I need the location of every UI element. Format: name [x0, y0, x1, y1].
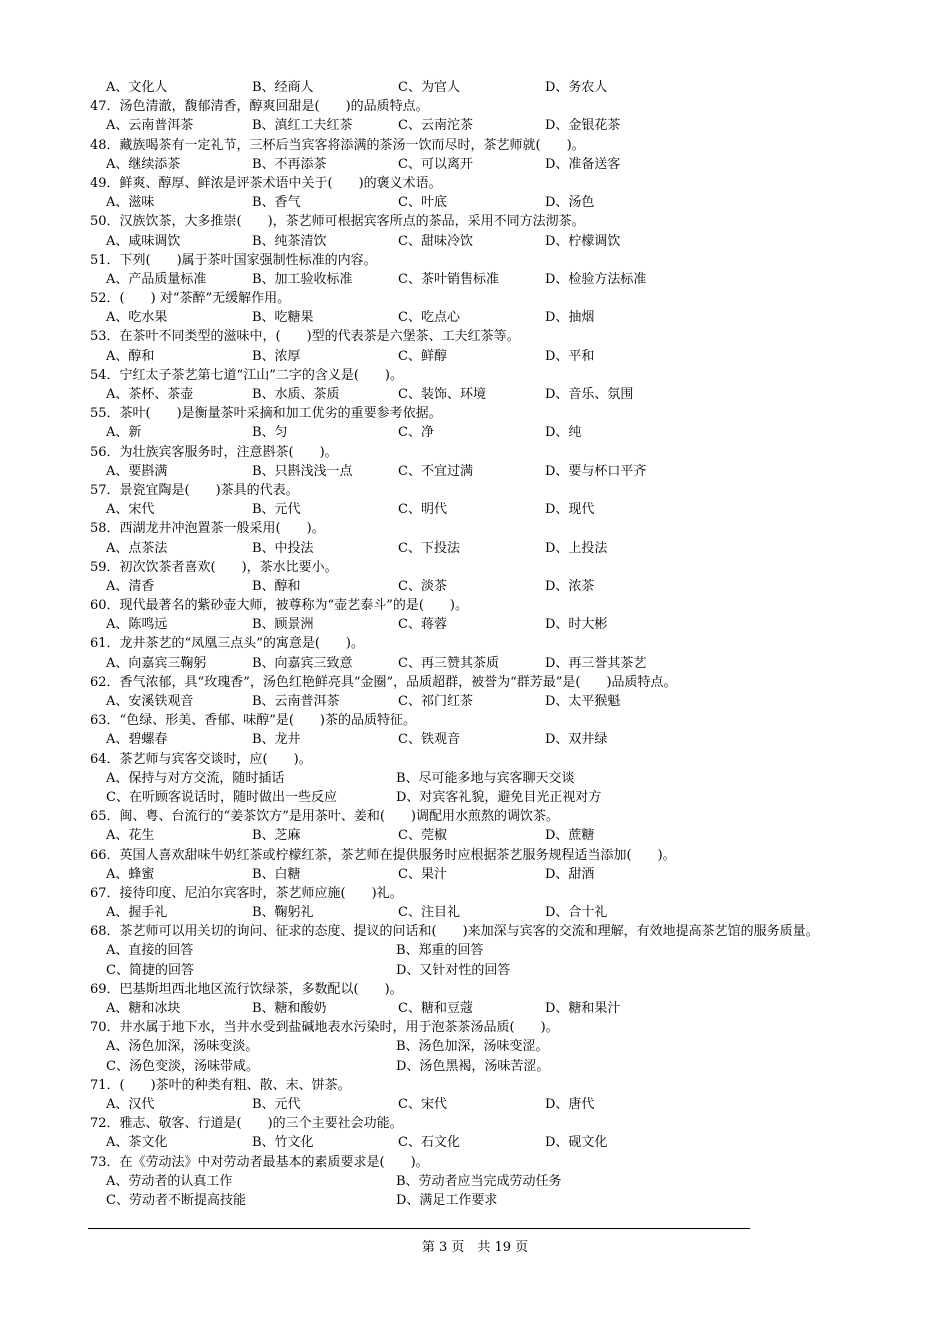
option-a: A、保持与对方交流，随时插话	[106, 770, 285, 786]
option-b: B、加工验收标准	[252, 271, 353, 287]
option-d: D、上投法	[545, 540, 608, 556]
option-d: D、蔗糖	[545, 828, 595, 844]
option-a: A、直接的回答	[106, 943, 194, 959]
option-c: C、在听顾客说话时，随时做出一些反应	[106, 789, 337, 805]
option-row	[90, 730, 870, 749]
question-text: 69．巴基斯坦西北地区流行饮绿茶，多数配以( )。	[90, 981, 403, 997]
option-b: B、醇和	[252, 578, 301, 594]
option-a: A、糖和冰块	[106, 1001, 181, 1017]
question-text: 73．在《劳动法》中对劳动者最基本的素质要求是( )。	[90, 1154, 429, 1170]
option-c: C、注目礼	[398, 905, 460, 921]
question-text: 53．在茶叶不同类型的滋味中，( )型的代表茶是六堡茶、工夫红茶等。	[90, 329, 520, 345]
option-b: B、不再添茶	[252, 156, 327, 172]
option-d: D、合十礼	[545, 905, 608, 921]
option-c: C、淡茶	[398, 578, 447, 594]
option-c: C、甜味冷饮	[398, 233, 473, 249]
option-d: D、甜酒	[545, 866, 595, 882]
option-a: A、吃水果	[106, 310, 168, 326]
question-text: 68．茶艺师可以用关切的询问、征求的态度、提议的问话和( )来加深与宾客的交流和理解，有效地提高茶艺馆的服务质量。	[90, 924, 819, 940]
option-row	[90, 232, 870, 251]
option-b: B、云南普洱茶	[252, 694, 340, 709]
option-row	[90, 462, 870, 481]
option-a: A、文化人	[106, 80, 168, 95]
option-b: B、劳动者应当完成劳动任务	[396, 1173, 562, 1189]
question-text: 49．鲜爽、醇厚、鲜浓是评茶术语中关于( )的褒义术语。	[90, 175, 442, 191]
option-a: A、茶文化	[106, 1135, 168, 1151]
option-c: C、莞椒	[398, 828, 447, 844]
option-c: C、鲜醇	[398, 348, 447, 364]
option-b: B、龙井	[252, 732, 301, 748]
option-a: A、汤色加深，汤味变淡。	[106, 1039, 259, 1055]
option-b: B、元代	[252, 502, 301, 518]
option-b: B、滇红工夫红茶	[252, 118, 353, 134]
option-d: D、检验方法标准	[545, 271, 647, 287]
option-a: A、新	[106, 425, 142, 441]
option-d: D、砚文化	[545, 1135, 608, 1151]
option-a: A、汉代	[106, 1096, 155, 1112]
question-text: 57．景瓷宜陶是( )茶具的代表。	[90, 482, 299, 498]
option-b: B、白糖	[252, 866, 301, 882]
option-row	[90, 961, 870, 980]
option-d: D、要与杯口平齐	[545, 463, 647, 479]
option-row	[90, 1133, 870, 1152]
option-row	[90, 1191, 870, 1210]
option-row	[90, 270, 870, 289]
question-text: 62．香气浓郁，具“玫瑰香”，汤色红艳鲜亮具“金圈”，品质超群，被誉为“群芳最”是( )品质特点。	[90, 674, 677, 690]
option-b: B、郑重的回答	[396, 943, 484, 959]
option-c: C、糖和豆蔻	[398, 1001, 473, 1017]
option-c: C、装饰、环境	[398, 387, 486, 402]
question-text: 59．初次饮茶者喜欢( )，茶水比要小。	[90, 559, 338, 575]
option-b: B、汤色加深，汤味变涩。	[396, 1039, 549, 1055]
option-c: C、下投法	[398, 540, 460, 556]
option-b: B、中投法	[252, 540, 314, 556]
option-row	[90, 615, 870, 634]
question-text: 67．接待印度、尼泊尔宾客时，茶艺师应施( )礼。	[90, 885, 403, 901]
option-b: B、香气	[252, 195, 301, 211]
option-d: D、现代	[545, 502, 595, 518]
option-c: C、蒋蓉	[398, 617, 447, 633]
option-c: C、宋代	[398, 1096, 447, 1112]
footer-rule	[88, 1228, 750, 1229]
option-d: D、浓茶	[545, 578, 595, 594]
option-c: C、再三赞其茶质	[398, 655, 499, 671]
page-footer: 第 3 页 共 19 页	[421, 1240, 529, 1255]
option-c: C、净	[398, 425, 434, 441]
option-c: C、果汁	[398, 866, 447, 882]
option-b: B、竹文化	[252, 1135, 314, 1151]
option-a: A、劳动者的认真工作	[106, 1173, 233, 1189]
option-a: A、滋味	[106, 195, 155, 211]
option-b: B、元代	[252, 1096, 301, 1112]
option-c: C、铁观音	[398, 732, 460, 748]
option-b: B、尽可能多地与宾客聊天交谈	[396, 770, 575, 786]
option-b: B、吃糖果	[252, 310, 314, 326]
question-text: 64．茶艺师与宾客交谈时，应( )。	[90, 751, 312, 767]
option-row	[90, 788, 870, 807]
option-a: A、要斟满	[106, 463, 168, 479]
question-text: 65．闽、粤、台流行的“姜茶饮方”是用茶叶、姜和( )调配用水煎熬的调饮茶。	[90, 809, 559, 825]
option-a: A、产品质量标准	[106, 271, 207, 287]
option-a: A、向嘉宾三鞠躬	[106, 655, 207, 671]
option-a: A、握手礼	[106, 905, 168, 921]
option-d: D、汤色	[545, 195, 595, 211]
option-b: B、向嘉宾三致意	[252, 655, 353, 671]
option-row	[90, 347, 870, 366]
option-d: D、太平猴魁	[545, 694, 621, 709]
option-b: B、顾景洲	[252, 617, 314, 633]
option-c: C、为官人	[398, 80, 460, 95]
option-a: A、碧螺春	[106, 732, 168, 748]
option-row	[90, 423, 870, 442]
option-c: C、吃点心	[398, 310, 460, 326]
option-d: D、又针对性的回答	[396, 962, 511, 978]
option-b: B、只斟浅浅一点	[252, 463, 353, 479]
question-text: 56．为壮族宾客服务时，注意斟茶( )。	[90, 444, 338, 460]
option-b: B、糖和酸奶	[252, 1001, 327, 1017]
question-text: 71．( )茶叶的种类有粗、散、末、饼茶。	[90, 1077, 351, 1093]
option-d: D、唐代	[545, 1096, 595, 1112]
option-row	[90, 692, 870, 711]
question-text: 48．藏族喝茶有一定礼节，三杯后当宾客将添满的茶汤一饮而尽时，茶艺师就( )。	[90, 137, 585, 153]
option-row	[90, 308, 870, 327]
option-a: A、茶杯、茶壶	[106, 387, 194, 402]
option-d: D、糖和果汁	[545, 1001, 621, 1017]
option-row	[90, 1037, 870, 1056]
option-c: C、简捷的回答	[106, 962, 194, 978]
question-text: 47．汤色清澈，馥郁清香，醇爽回甜是( )的品质特点。	[90, 99, 429, 115]
option-d: D、柠檬调饮	[545, 233, 621, 249]
option-row	[90, 1095, 870, 1114]
option-a: A、陈鸣远	[106, 617, 168, 633]
option-row	[90, 654, 870, 673]
option-row	[90, 500, 870, 519]
question-text: 58．西湖龙井冲泡置茶一般采用( )。	[90, 521, 325, 537]
option-row	[90, 116, 870, 135]
option-c: C、石文化	[398, 1135, 460, 1151]
option-row	[90, 78, 870, 97]
option-d: D、双井绿	[545, 732, 608, 748]
option-a: A、花生	[106, 828, 155, 844]
option-d: D、务农人	[545, 80, 608, 95]
question-text: 50．汉族饮茶，大多推崇( )，茶艺师可根据宾客所点的茶品，采用不同方法沏茶。	[90, 214, 585, 230]
option-row	[90, 539, 870, 558]
option-row	[90, 155, 870, 174]
option-a: A、蜂蜜	[106, 866, 155, 882]
option-b: B、鞠躬礼	[252, 905, 314, 921]
option-a: A、醇和	[106, 348, 155, 364]
option-c: C、劳动者不断提高技能	[106, 1192, 246, 1208]
option-d: D、汤色黑褐，汤味苦涩。	[396, 1058, 550, 1074]
option-d: D、抽烟	[545, 310, 595, 326]
question-text: 63．“色绿、形美、香郁、味醇”是( )茶的品质特征。	[90, 713, 416, 729]
option-c: C、茶叶销售标准	[398, 271, 499, 287]
option-d: D、平和	[545, 348, 595, 364]
option-row	[90, 826, 870, 845]
option-b: B、水质、茶质	[252, 387, 340, 402]
question-text: 54．宁红太子茶艺第七道“江山”二字的含义是( )。	[90, 367, 403, 383]
option-row	[90, 903, 870, 922]
option-row	[90, 577, 870, 596]
option-d: D、时大彬	[545, 617, 608, 633]
option-row	[90, 999, 870, 1018]
option-d: D、准备送客	[545, 156, 621, 172]
option-row	[90, 193, 870, 212]
question-list	[90, 78, 870, 1210]
option-a: A、清香	[106, 578, 155, 594]
option-c: C、明代	[398, 502, 447, 518]
question-text: 51．下列( )属于茶叶国家强制性标准的内容。	[90, 252, 377, 268]
option-d: D、金银花茶	[545, 118, 621, 134]
option-row	[90, 865, 870, 884]
option-d: D、对宾客礼貌，避免目光正视对方	[396, 789, 602, 805]
option-row	[90, 1172, 870, 1191]
question-text: 60．现代最著名的紫砂壶大师，被尊称为“壶艺泰斗”的是( )。	[90, 598, 468, 614]
option-a: A、安溪铁观音	[106, 694, 194, 709]
option-c: C、汤色变淡，汤味带咸。	[106, 1058, 259, 1074]
option-a: A、宋代	[106, 502, 155, 518]
option-a: A、点茶法	[106, 540, 168, 556]
question-text: 52．( ) 对“茶醉”无缓解作用。	[90, 291, 291, 307]
option-b: B、浓厚	[252, 348, 301, 364]
option-c: C、可以离开	[398, 156, 473, 172]
option-row	[90, 385, 870, 404]
option-d: D、音乐、氛围	[545, 387, 634, 402]
option-row	[90, 1057, 870, 1076]
option-row	[90, 769, 870, 788]
question-text: 70．井水属于地下水，当井水受到盐碱地表水污染时，用于泡茶茶汤品质( )。	[90, 1020, 559, 1036]
question-text: 66．英国人喜欢甜味牛奶红茶或柠檬红茶，茶艺师在提供服务时应根据茶艺服务规程适当添加( )。	[90, 847, 676, 863]
question-text: 55．茶叶( )是衡量茶叶采摘和加工优劣的重要参考依据。	[90, 406, 442, 422]
option-d: D、再三誉其茶艺	[545, 655, 647, 671]
option-b: B、经商人	[252, 80, 314, 95]
option-b: B、匀	[252, 425, 288, 441]
option-a: A、云南普洱茶	[106, 118, 194, 134]
option-a: A、继续添茶	[106, 156, 181, 172]
option-c: C、叶底	[398, 195, 447, 211]
option-b: B、芝麻	[252, 828, 301, 844]
option-row	[90, 941, 870, 960]
question-text: 72．雅志、敬客、行道是( )的三个主要社会功能。	[90, 1116, 403, 1132]
option-b: B、纯茶清饮	[252, 233, 327, 249]
option-c: C、祁门红茶	[398, 694, 473, 709]
option-d: D、满足工作要求	[396, 1192, 498, 1208]
option-d: D、纯	[545, 425, 582, 441]
option-c: C、不宜过满	[398, 463, 473, 479]
question-text: 61．龙井茶艺的“凤凰三点头”的寓意是( )。	[90, 636, 364, 652]
option-c: C、云南沱茶	[398, 118, 473, 134]
option-a: A、咸味调饮	[106, 233, 181, 249]
